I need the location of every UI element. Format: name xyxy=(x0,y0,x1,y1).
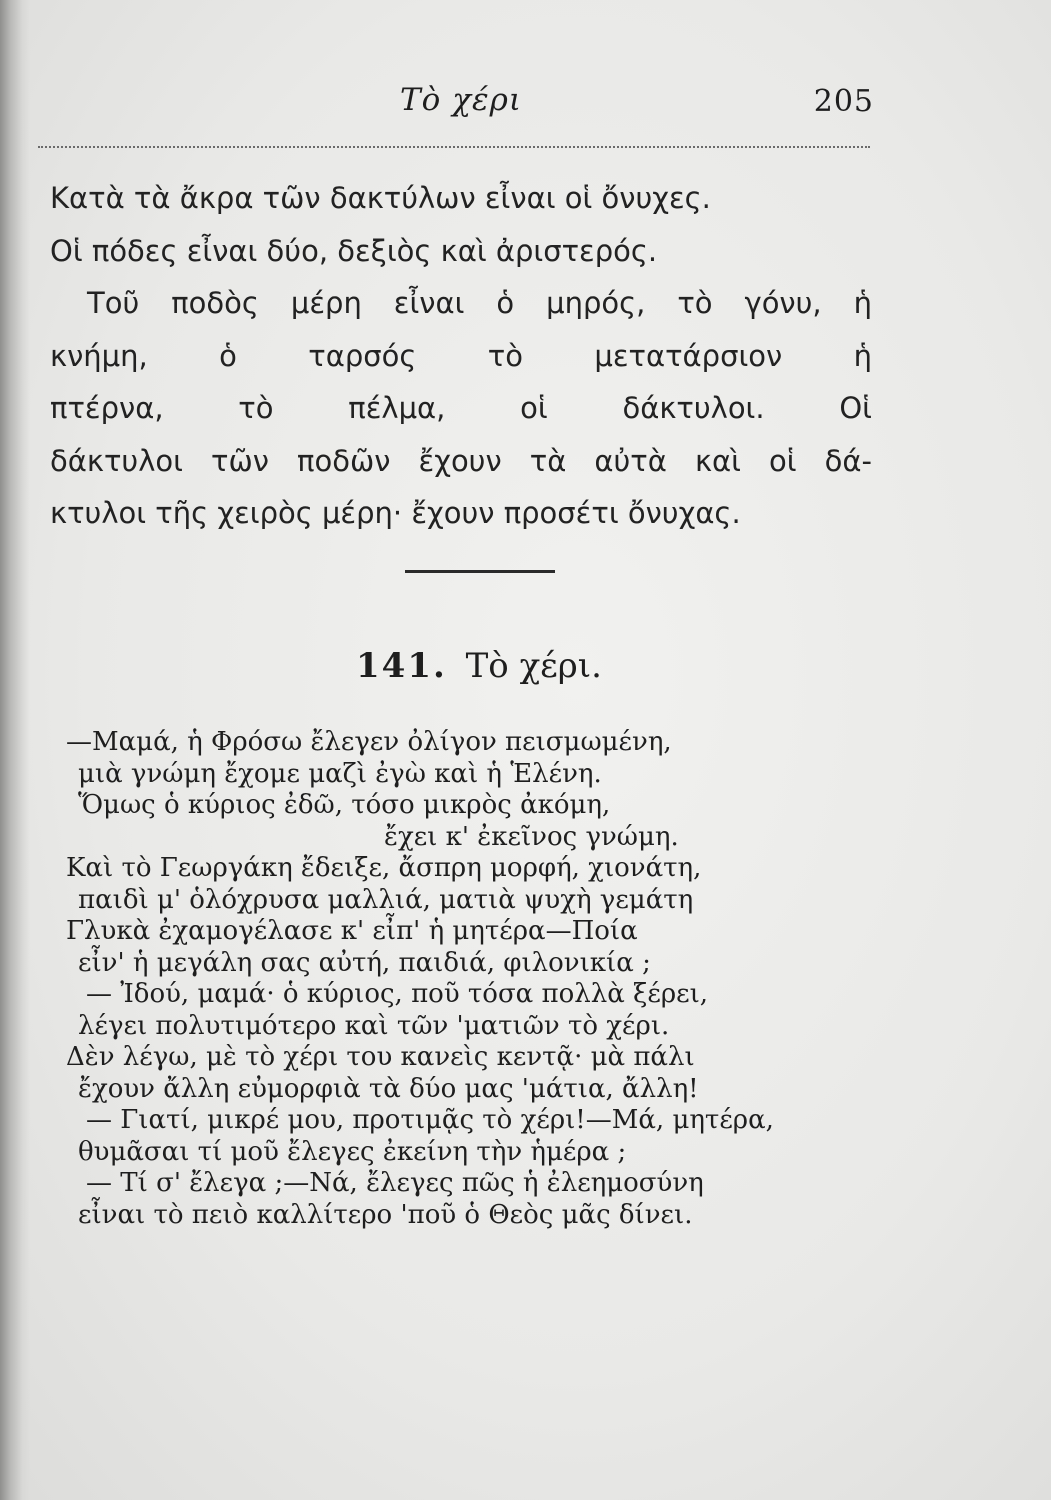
poem-line: — Ἰδού, μαμά· ὁ κύριος, ποῦ τόσα πολλὰ ξέρει, xyxy=(86,979,709,1009)
prose-line: κτυλοι τῆς χειρὸς μέρη· ἔχουν προσέτι ὄνυχας. xyxy=(50,496,741,530)
poem-line: ἔχει κ' ἐκεῖνος γνώμη. xyxy=(384,821,679,852)
binding-gutter xyxy=(0,0,30,1500)
prose-line: Κατὰ τὰ ἄκρα τῶν δακτύλων εἶναι οἱ ὄνυχες. xyxy=(50,181,711,215)
prose-line: κνήμη, ὁ ταρσός τὸ μετατάρσιον ἡ xyxy=(50,338,872,373)
prose-paragraph xyxy=(50,172,872,540)
prose-line: πτέρνα, τὸ πέλμα, οἱ δάκτυλοι. Οἱ xyxy=(50,391,872,425)
poem-line: — Τί σ' ἔλεγα ;—Νά, ἔλεγες πῶς ἡ ἐλεημοσύνη xyxy=(86,1168,704,1198)
section-heading xyxy=(356,646,602,686)
poem-line: θυμᾶσαι τί μοῦ ἔλεγες ἐκείνη τὴν ἡμέρα ; xyxy=(78,1136,627,1167)
poem-line: — Γιατί, μικρέ μου, προτιμᾷς τὸ χέρι!—Μά, μητέρα, xyxy=(86,1105,774,1135)
section-divider xyxy=(405,570,555,573)
poem-line: παιδὶ μ' ὁλόχρυσα μαλλιά, ματιὰ ψυχὴ γεμάτη xyxy=(78,884,694,915)
header-divider xyxy=(38,146,870,148)
prose-line: δάκτυλοι τῶν ποδῶν ἔχουν τὰ αὐτὰ καὶ οἱ δά- xyxy=(50,443,872,478)
poem xyxy=(66,727,866,1231)
section-title: Τὸ χέρι. xyxy=(465,646,602,686)
poem-line: Ὅμως ὁ κύριος ἐδῶ, τόσο μικρὸς ἀκόμη, xyxy=(78,790,611,820)
page-number: 205 xyxy=(813,84,874,119)
running-title: Τὸ χέρι xyxy=(400,82,522,118)
prose-line: Τοῦ ποδὸς μέρη εἶναι ὁ μηρός, τὸ γόνυ, ἡ xyxy=(87,286,872,320)
prose-line: Οἱ πόδες εἶναι δύο, δεξιὸς καὶ ἀριστερός. xyxy=(50,233,658,268)
section-number: 141. xyxy=(356,646,447,686)
poem-line: Γλυκὰ ἐχαμογέλασε κ' εἶπ' ἡ μητέρα—Ποία xyxy=(66,916,638,946)
poem-line: λέγει πολυτιμότερο καὶ τῶν 'ματιῶν τὸ χέρι. xyxy=(78,1010,670,1041)
poem-line: εἶν' ἡ μεγάλη σας αὐτή, παιδιά, φιλονικία ; xyxy=(78,947,651,978)
poem-line: Καὶ τὸ Γεωργάκη ἔδειξε, ἄσπρη μορφή, χιονάτη, xyxy=(66,853,702,883)
poem-line: μιὰ γνώμη ἔχομε μαζὶ ἐγὼ καὶ ἡ Ἑλένη. xyxy=(78,758,602,789)
poem-line: Δὲν λέγω, μὲ τὸ χέρι του κανεὶς κεντᾷ· μὰ πάλι xyxy=(66,1042,695,1072)
running-head xyxy=(40,82,874,132)
poem-line: εἶναι τὸ πειὸ καλλίτερο 'ποῦ ὁ Θεὸς μᾶς δίνει. xyxy=(78,1199,693,1230)
poem-line: —Μαμά, ἡ Φρόσω ἔλεγεν ὀλίγον πεισμωμένη, xyxy=(66,727,672,757)
poem-line: ἔχουν ἄλλη εὐμορφιὰ τὰ δύο μας 'μάτια, ἄλλη! xyxy=(78,1073,699,1104)
